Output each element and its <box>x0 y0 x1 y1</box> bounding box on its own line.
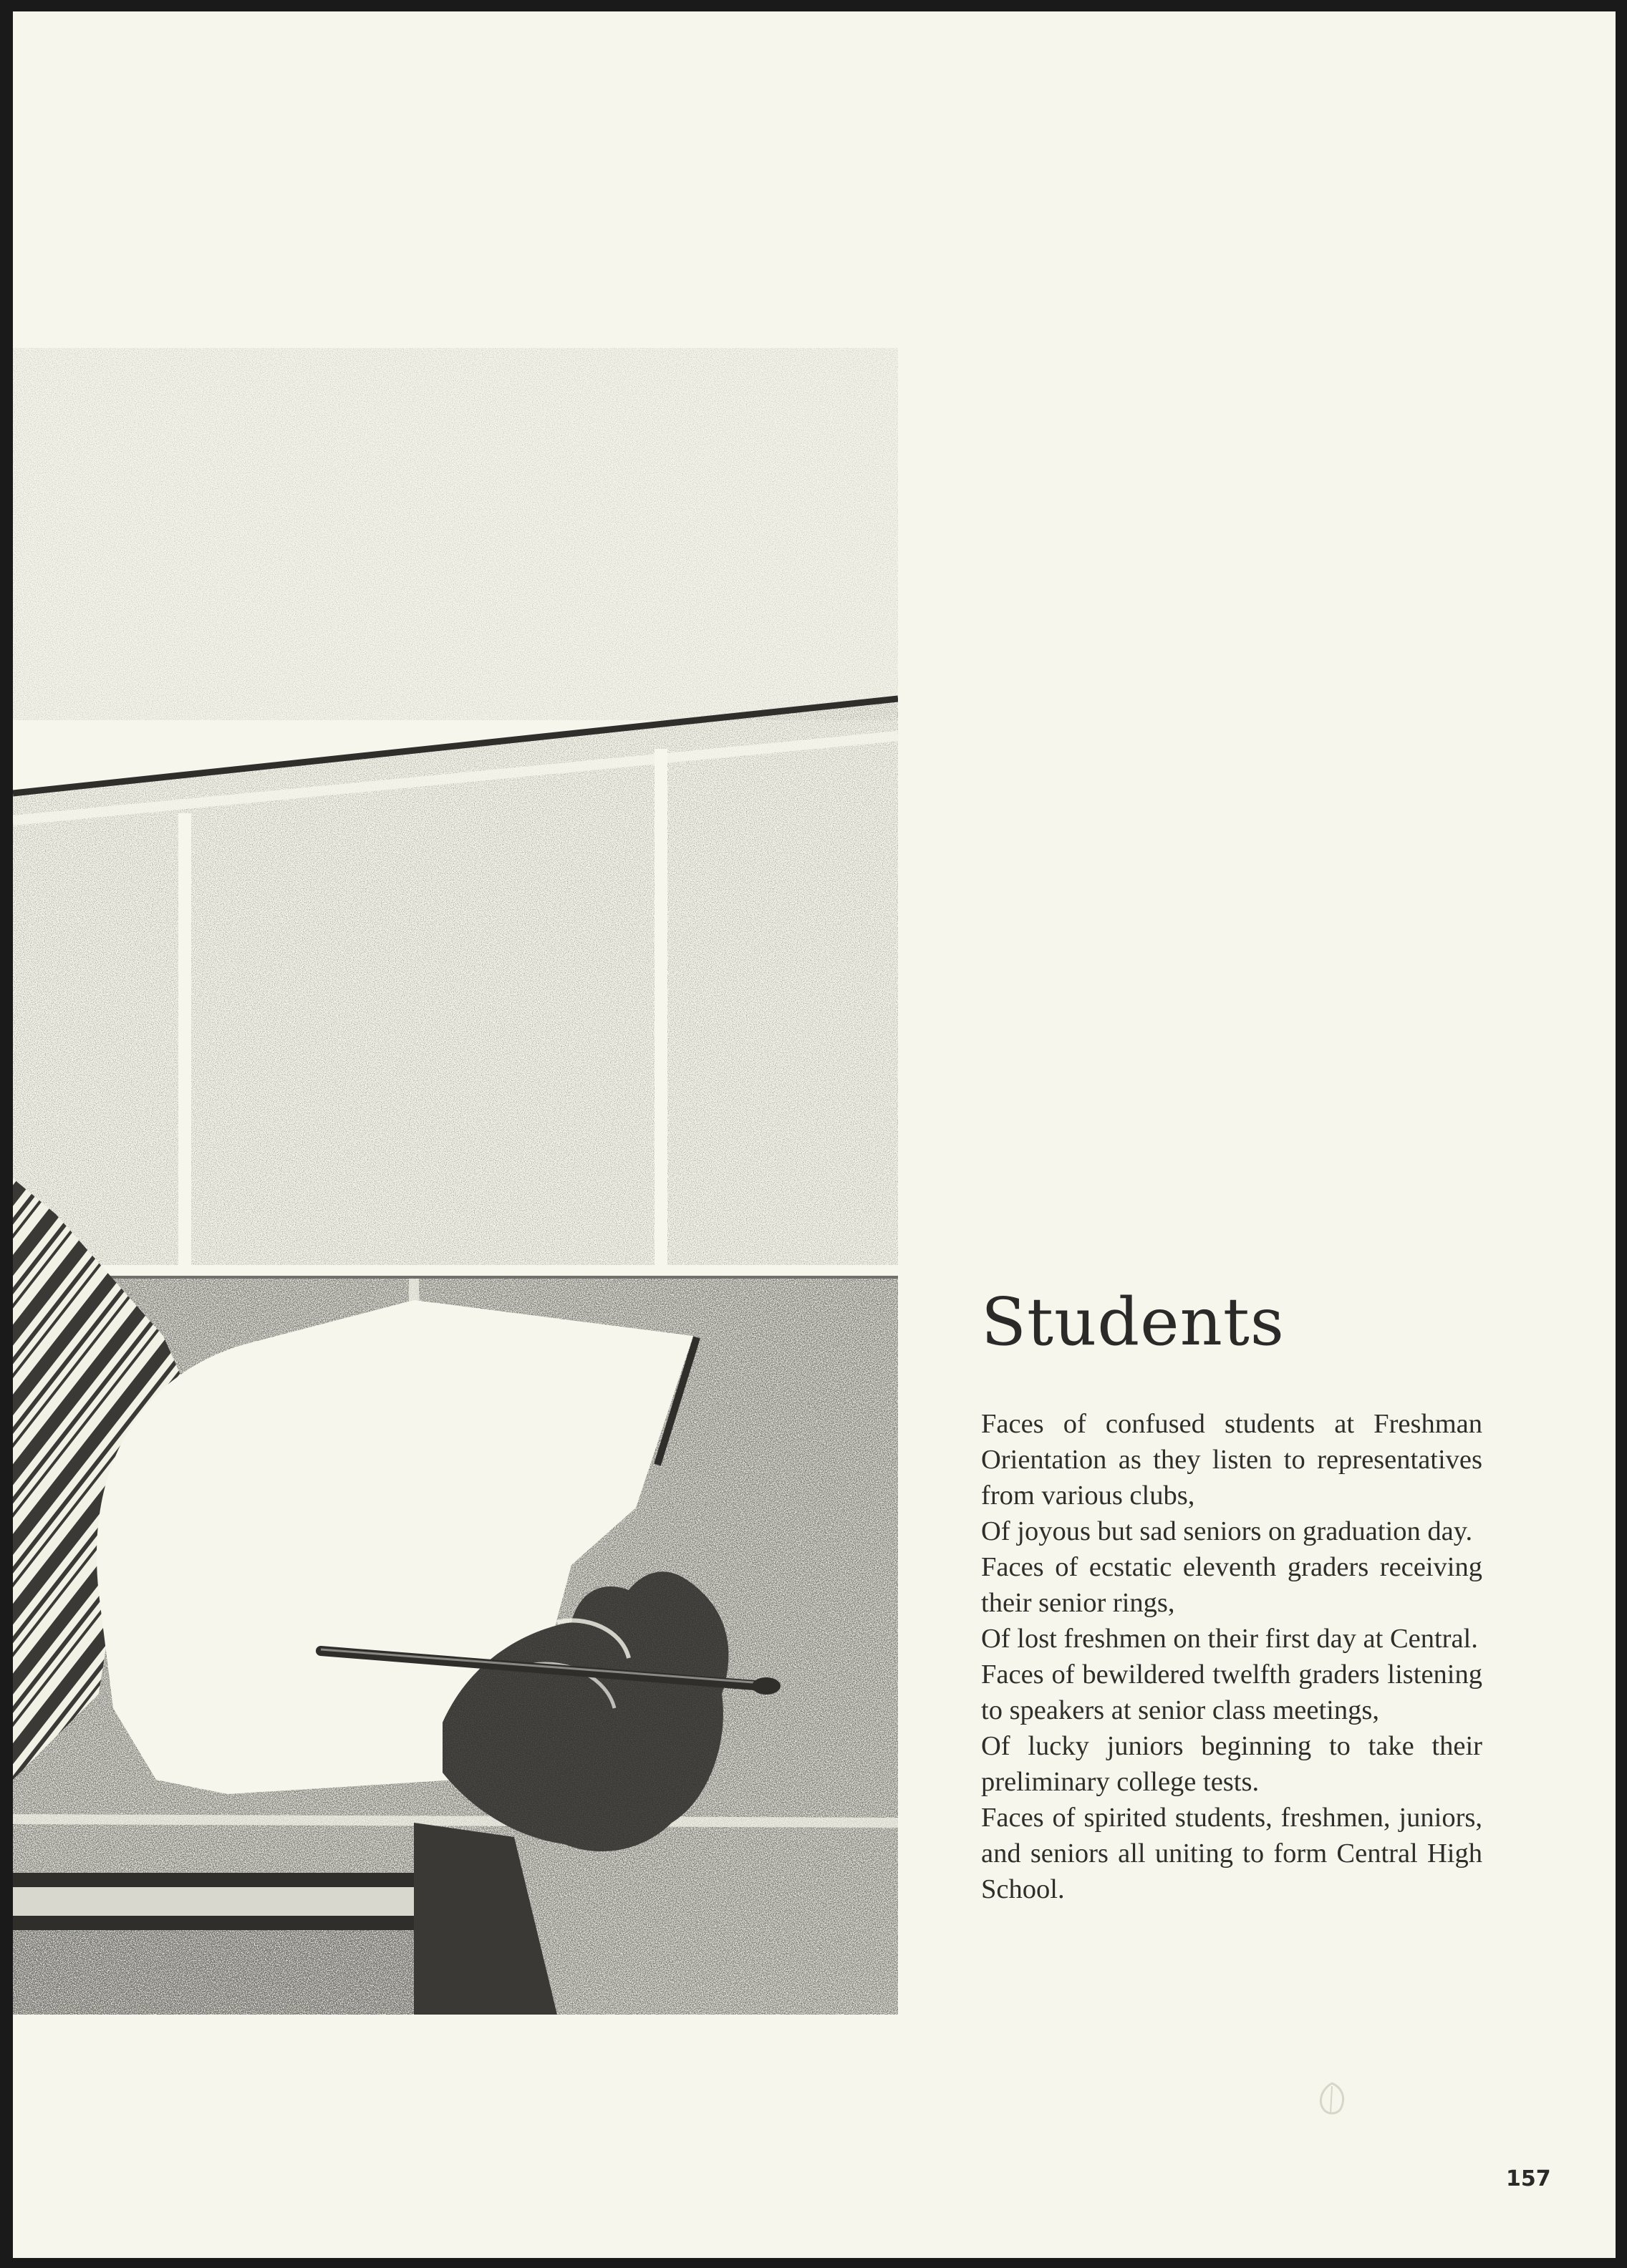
paragraph: Faces of bewildered twelfth graders listening to speakers at senior class meetings, <box>981 1659 1482 1725</box>
student-photo <box>13 348 898 2015</box>
paragraph: Faces of spirited students, freshmen, juniors, and seniors all uniting to form Central High School. <box>981 1803 1482 1904</box>
paragraph: Of lost freshmen on their first day at Central. <box>981 1624 1478 1654</box>
paragraph: Of joyous but sad seniors on graduation day. <box>981 1516 1473 1546</box>
paragraph: Faces of ecstatic eleventh graders receiving their senior rings, <box>981 1552 1482 1618</box>
section-title: Students <box>981 1284 1285 1360</box>
yearbook-page <box>13 11 1616 2258</box>
page-number: 157 <box>1506 2166 1551 2191</box>
leaf-icon <box>1315 2080 1349 2118</box>
body-text <box>981 1406 1482 1907</box>
paragraph: Faces of confused students at Freshman Orientation as they listen to representatives from various clubs, <box>981 1409 1482 1511</box>
photo-illustration <box>13 348 898 2015</box>
paragraph: Of lucky juniors beginning to take their preliminary college tests. <box>981 1731 1482 1797</box>
